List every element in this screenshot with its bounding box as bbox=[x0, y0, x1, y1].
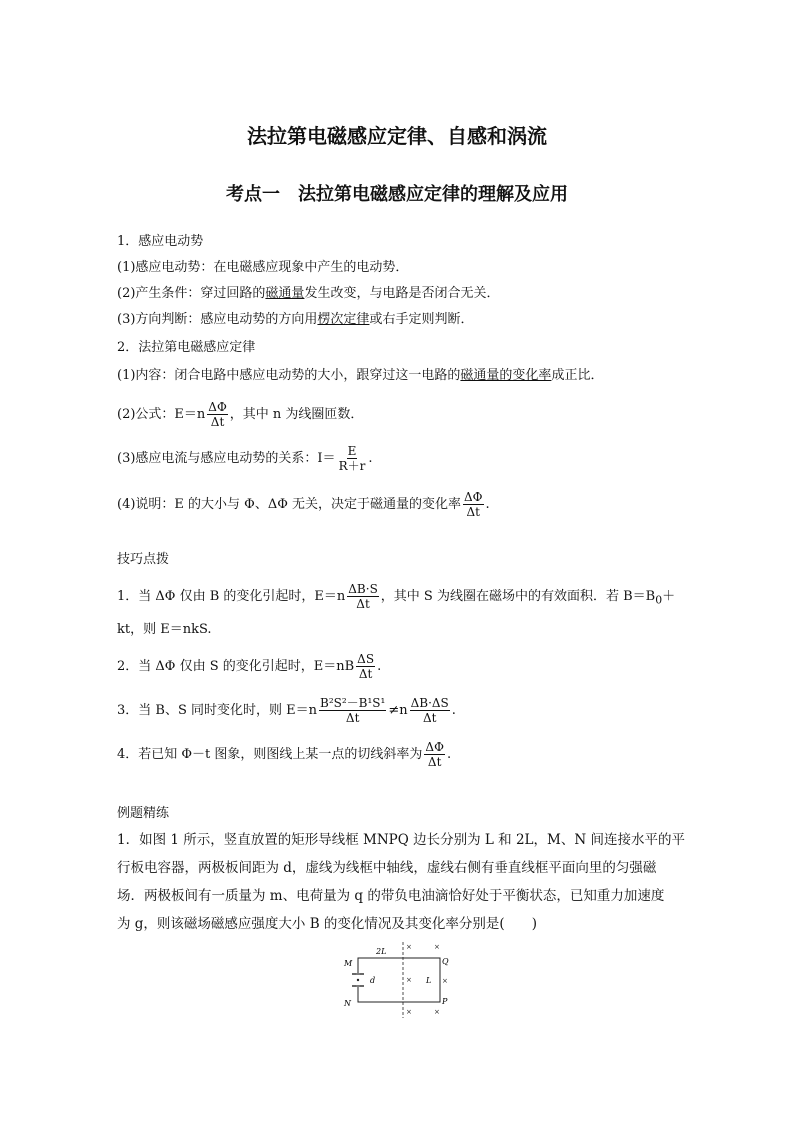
label-M: M bbox=[344, 959, 353, 968]
s2-head: 2．法拉第电磁感应定律 bbox=[117, 340, 256, 355]
fraction: $\frac{\Delta\Phi}{\Delta t}$ bbox=[208, 400, 227, 429]
example-line-2: 行板电容器，两极板间距为 d，虚线为线框中轴线，虚线右侧有垂直线框平面向里的匀强磁 bbox=[117, 860, 657, 876]
example-line-4: 为 g，则该磁场磁感应强度大小 B 的变化情况及其变化率分别是( ) bbox=[117, 916, 537, 932]
field-cross: × bbox=[406, 976, 412, 984]
oil-drop bbox=[357, 979, 359, 981]
tip-1: 1．当 ΔΦ 仅由 B 的变化引起时，E＝n $\frac{\Delta B\cdot S}{\Delta t}$ ，其中 S 为线圈在磁场中的有效面积．若 $B=B_0+$ bbox=[117, 582, 676, 611]
s1-head: 1．感应电动势 bbox=[117, 234, 204, 249]
example-line-3: 场．两极板间有一质量为 m、电荷量为 q 的带负电油滴恰好处于平衡状态，已知重力加速度 bbox=[117, 888, 665, 904]
tip-1-cont: kt，则 E＝nkS. bbox=[117, 622, 212, 637]
s1-p1: (1)感应电动势：在电磁感应现象中产生的电动势． bbox=[117, 260, 409, 275]
s2-p1: (1)内容：闭合电路中感应电动势的大小，跟穿过这一电路的磁通量的变化率成正比． bbox=[117, 368, 604, 383]
fraction: $\frac{\Delta B\cdot\Delta S}{\Delta t}$ bbox=[410, 696, 449, 725]
s1-p3: (3)方向判断：感应电动势的方向用楞次定律或右手定则判断． bbox=[117, 312, 474, 327]
s1-p2: (2)产生条件：穿过回路的磁通量发生改变，与电路是否闭合无关． bbox=[117, 286, 500, 301]
field-cross: × bbox=[434, 1008, 440, 1016]
field-cross: × bbox=[406, 1008, 412, 1016]
page-title: 法拉第电磁感应定律、自感和涡流 bbox=[247, 124, 547, 148]
label-Q: Q bbox=[442, 957, 449, 966]
field-cross: × bbox=[434, 943, 440, 951]
fraction: $\frac{\Delta\Phi}{\Delta t}$ bbox=[464, 490, 483, 519]
s2-p3: (3)感应电流与感应电动势的关系：I＝ $\frac{E}{R+r}$ . bbox=[117, 444, 373, 473]
field-cross: × bbox=[406, 943, 412, 951]
tip-2: 2．当 ΔΦ 仅由 S 的变化引起时，E＝nB $\frac{\Delta S}{\Delta t}$ . bbox=[117, 652, 382, 681]
tips-head: 技巧点拨 bbox=[117, 552, 170, 567]
fraction: $\frac{\Delta\Phi}{\Delta t}$ bbox=[425, 740, 444, 769]
example-line-1: 1．如图 1 所示，竖直放置的矩形导线框 MNPQ 边长分别为 L 和 2L，M、N 间连接水平的平 bbox=[117, 832, 685, 848]
example-head: 例题精练 bbox=[117, 806, 170, 821]
tip-4: 4．若已知 Φ－t 图象，则图线上某一点的切线斜率为 $\frac{\Delta\Phi}{\Delta t}$ . bbox=[117, 740, 452, 769]
label-P: P bbox=[442, 997, 448, 1006]
label-2L: 2L bbox=[376, 947, 387, 956]
field-cross: × bbox=[442, 977, 448, 985]
s2-p4: (4)说明：E 的大小与 Φ、ΔΦ 无关，决定于磁通量的变化率 $\frac{\Delta\Phi}{\Delta t}$ . bbox=[117, 490, 490, 519]
circuit-figure bbox=[338, 940, 458, 1020]
fraction: $\frac{\Delta B\cdot S}{\Delta t}$ bbox=[348, 582, 378, 611]
fraction: $\frac{\text{B²S²－B¹S¹}}{\Delta t}$ bbox=[320, 696, 386, 725]
label-N: N bbox=[344, 999, 351, 1008]
tip-3: 3．当 B、S 同时变化时，则 E＝n $\frac{\text{B²S²－B¹S¹}}{\Delta t}$ ≠n $\frac{\Delta B\cdot\Delta S}{\Delta t}$ . bbox=[117, 696, 456, 725]
label-L: L bbox=[426, 976, 432, 985]
section-title: 考点一 法拉第电磁感应定律的理解及应用 bbox=[226, 184, 568, 205]
s2-p2: (2)公式：E＝n $\frac{\Delta\Phi}{\Delta t}$ ，其中 n 为线圈匝数． bbox=[117, 400, 364, 429]
fraction: $\frac{\Delta S}{\Delta t}$ bbox=[357, 652, 375, 681]
fraction: $\frac{E}{R+r}$ bbox=[338, 444, 366, 473]
label-d: d bbox=[370, 976, 376, 985]
